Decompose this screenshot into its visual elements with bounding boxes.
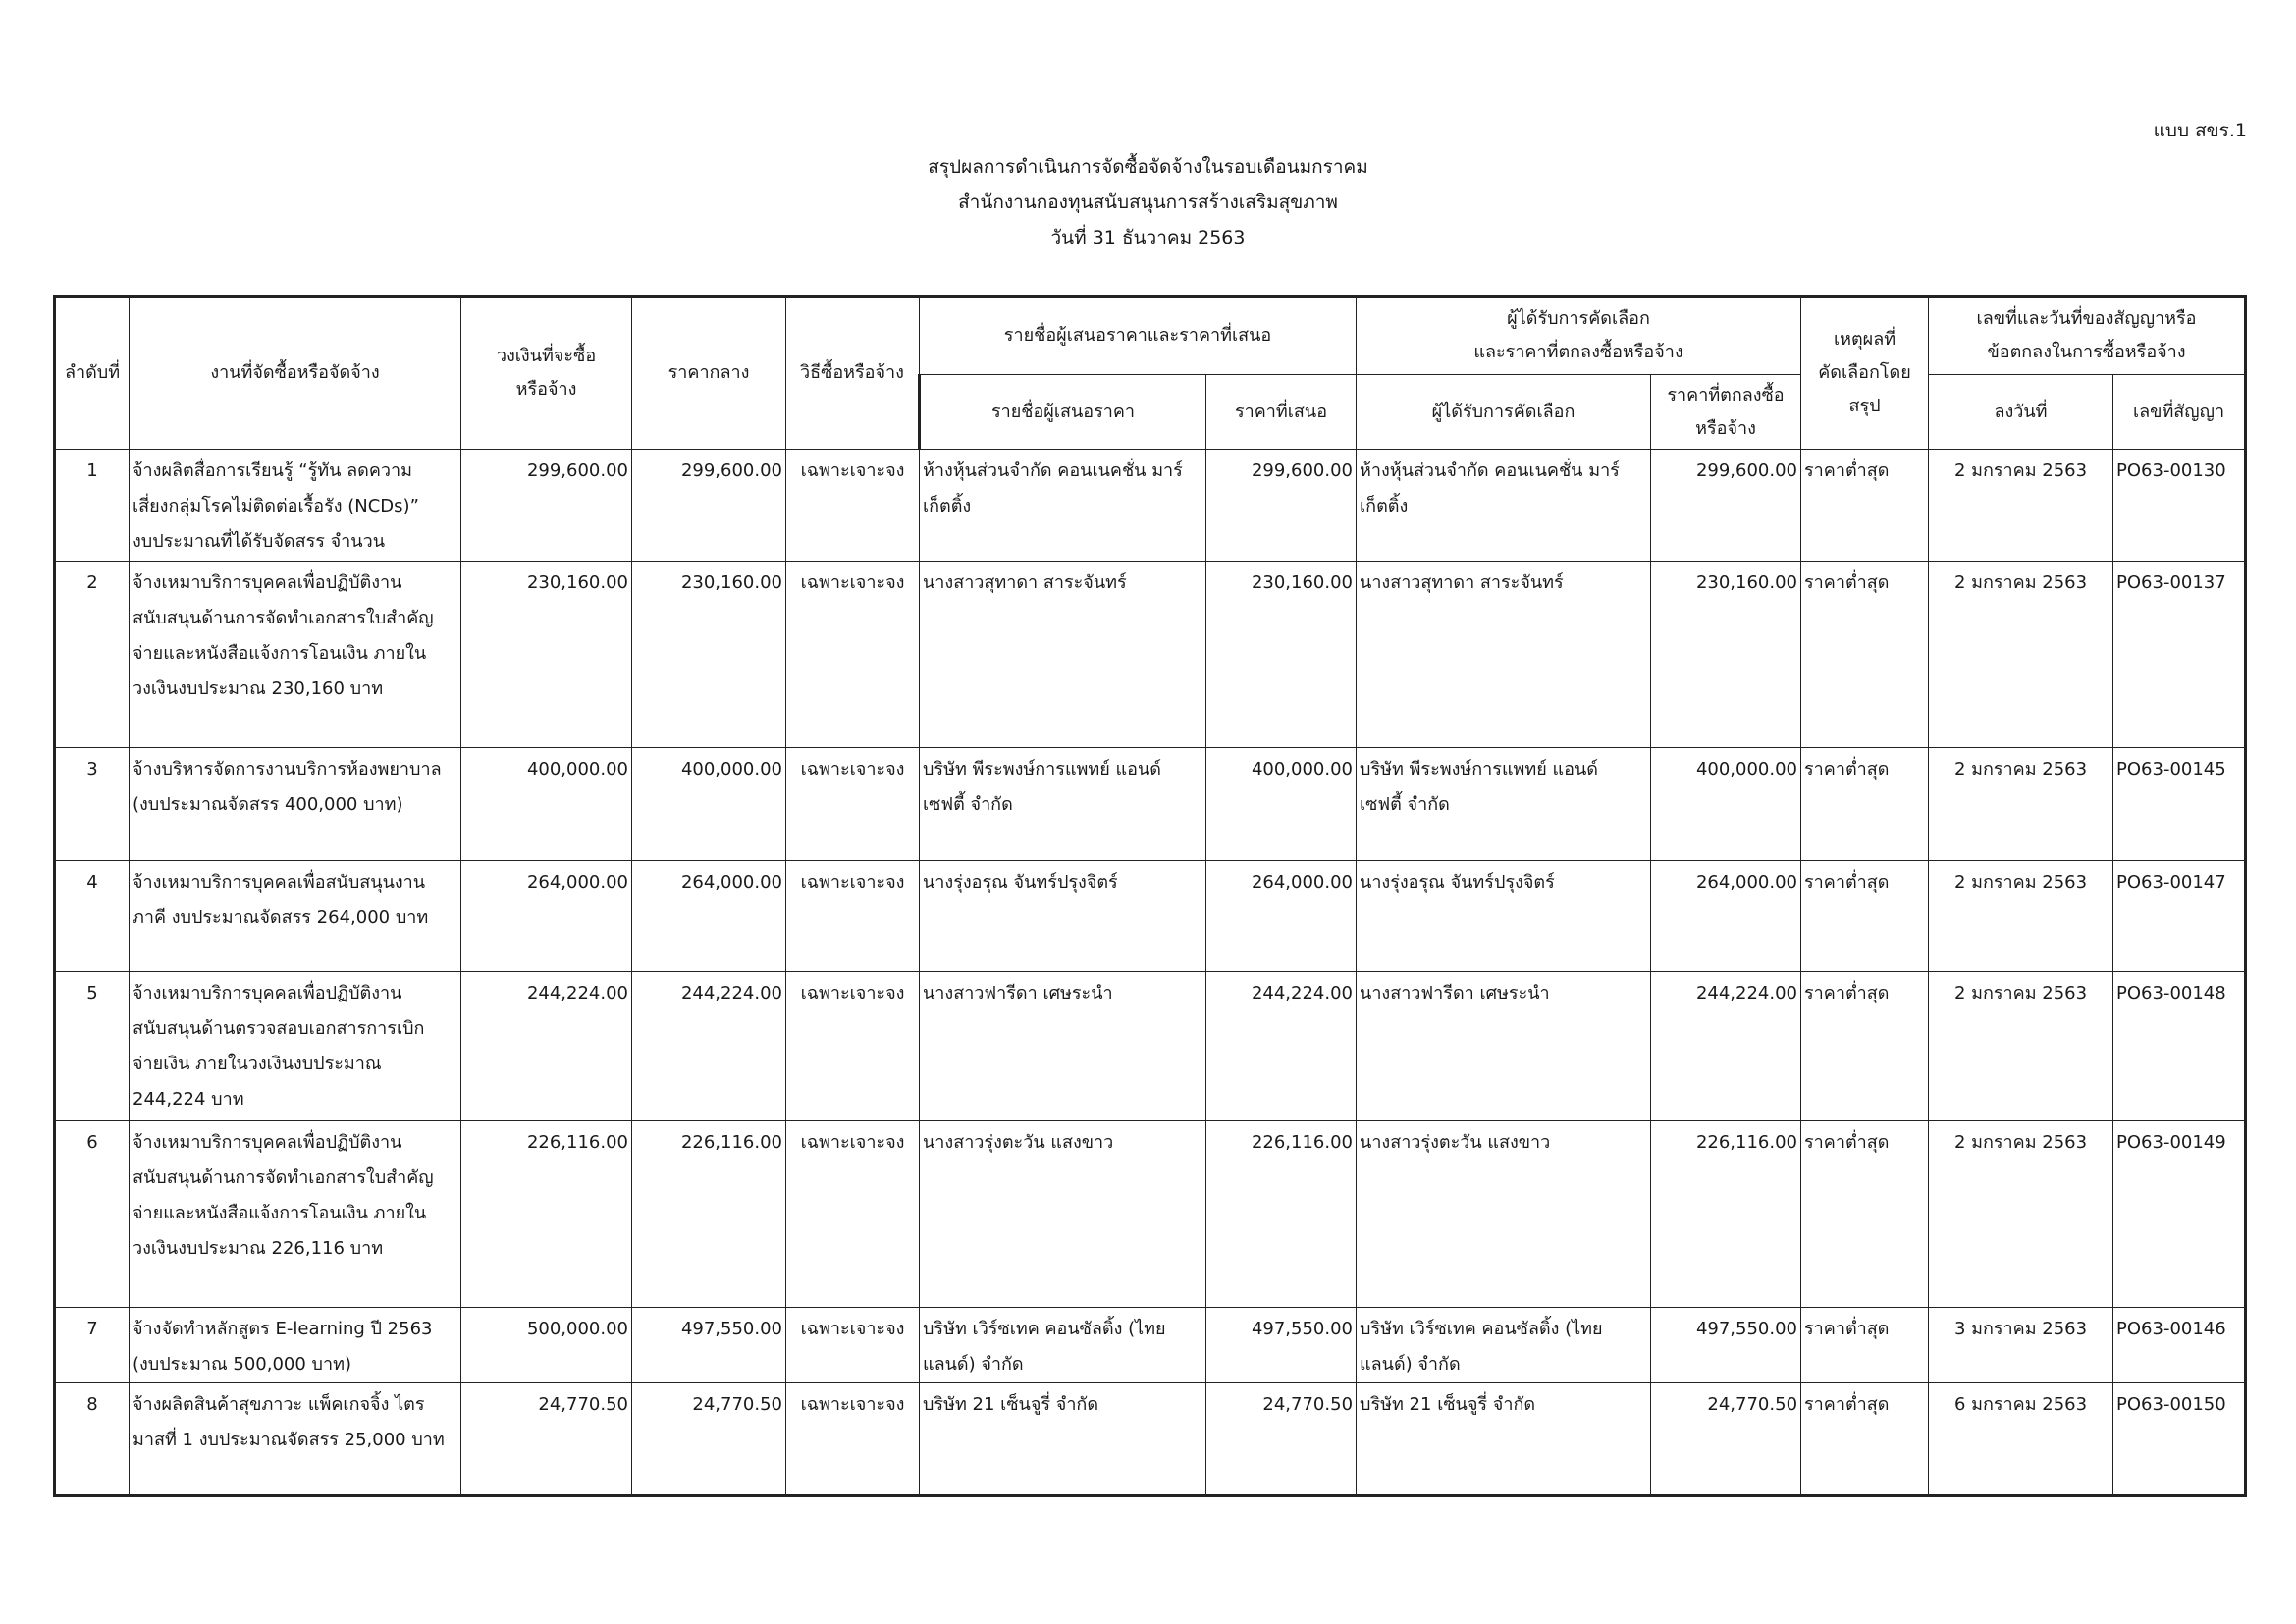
row-no: 8 [55, 1383, 130, 1496]
contract-number: PO63-00145 [2113, 748, 2246, 861]
bidder-name-line: บริษัท เวิร์ซเทค คอนซัลติ้ง (ไทย [923, 1319, 1166, 1339]
bidder-name [920, 748, 1206, 861]
median-price: 299,600.00 [632, 450, 786, 562]
bidder-name [920, 450, 1206, 562]
bid-price: 264,000.00 [1206, 861, 1357, 972]
header-reason [1801, 297, 1929, 450]
median-price: 230,160.00 [632, 562, 786, 748]
header-contract-no: เลขที่สัญญา [2113, 375, 2246, 450]
header-no: ลำดับที่ [55, 297, 130, 450]
median-price: 226,116.00 [632, 1121, 786, 1308]
header-method: วิธีซื้อหรือจ้าง [786, 297, 920, 450]
contract-date: 2 มกราคม 2563 [1929, 450, 2113, 562]
selected-name [1357, 1121, 1651, 1308]
work-description [130, 1383, 461, 1496]
work-description [130, 450, 461, 562]
bidder-name-line: เก็ตติ้ง [923, 496, 972, 516]
selected-name-line: ห้างหุ้นส่วนจำกัด คอนเนคชั่น มาร์ [1360, 460, 1620, 481]
work-description-line: จ้างเหมาบริการบุคคลเพื่อปฏิบัติงาน [133, 983, 402, 1003]
selected-name-line: แลนด์) จำกัด [1360, 1354, 1461, 1375]
header-contract-group-line-1: เลขที่และวันที่ของสัญญาหรือ [1976, 308, 2197, 329]
selected-name [1357, 562, 1651, 748]
work-description-line: 244,224 บาท [133, 1089, 244, 1110]
work-description-line: สนับสนุนด้านการจัดทำเอกสารใบสำคัญ [133, 608, 434, 628]
header-contract-date: ลงวันที่ [1929, 375, 2113, 450]
selection-reason: ราคาต่ำสุด [1801, 861, 1929, 972]
header-median-price: ราคากลาง [632, 297, 786, 450]
row-no: 7 [55, 1308, 130, 1383]
contract-number: PO63-00146 [2113, 1308, 2246, 1383]
selected-name [1357, 861, 1651, 972]
procurement-method: เฉพาะเจาะจง [786, 748, 920, 861]
selected-name-line: บริษัท พีระพงษ์การแพทย์ แอนด์ [1360, 759, 1598, 780]
title-line-2: สำนักงานกองทุนสนับสนุนการสร้างเสริมสุขภาพ [958, 191, 1338, 213]
budget-amount: 226,116.00 [461, 1121, 632, 1308]
budget-amount: 400,000.00 [461, 748, 632, 861]
header-agreed-price [1651, 375, 1801, 450]
budget-amount: 299,600.00 [461, 450, 632, 562]
contract-date: 2 มกราคม 2563 [1929, 1121, 2113, 1308]
header-selected-group [1357, 297, 1801, 375]
selection-reason: ราคาต่ำสุด [1801, 450, 1929, 562]
contract-date: 2 มกราคม 2563 [1929, 562, 2113, 748]
work-description-line: จ่ายและหนังสือแจ้งการโอนเงิน ภายใน [133, 1203, 427, 1223]
bidder-name-line: บริษัท 21 เซ็นจูรี่ จำกัด [923, 1394, 1099, 1415]
agreed-price: 497,550.00 [1651, 1308, 1801, 1383]
header-bid-price: ราคาที่เสนอ [1206, 375, 1357, 450]
selection-reason: ราคาต่ำสุด [1801, 1383, 1929, 1496]
work-description-line: เสี่ยงกลุ่มโรคไม่ติดต่อเรื้อรัง (NCDs)” [133, 496, 419, 516]
procurement-method: เฉพาะเจาะจง [786, 1308, 920, 1383]
bidder-name [920, 1383, 1206, 1496]
selected-name [1357, 1383, 1651, 1496]
selection-reason: ราคาต่ำสุด [1801, 562, 1929, 748]
row-no: 2 [55, 562, 130, 748]
budget-amount: 500,000.00 [461, 1308, 632, 1383]
work-description-line: วงเงินงบประมาณ 226,116 บาท [133, 1238, 384, 1259]
work-description-line: งบประมาณที่ได้รับจัดสรร จำนวน [133, 531, 386, 552]
table-row [55, 861, 2246, 972]
budget-amount: 230,160.00 [461, 562, 632, 748]
bidder-name-line: นางสาวสุทาดา สาระจันทร์ [923, 572, 1127, 593]
title-line-3: วันที่ 31 ธันวาคม 2563 [1050, 227, 1246, 248]
table-row [55, 1121, 2246, 1308]
median-price: 24,770.50 [632, 1383, 786, 1496]
selection-reason: ราคาต่ำสุด [1801, 972, 1929, 1121]
table-body [55, 450, 2246, 1496]
median-price: 400,000.00 [632, 748, 786, 861]
table-row [55, 450, 2246, 562]
selection-reason: ราคาต่ำสุด [1801, 748, 1929, 861]
contract-date: 2 มกราคม 2563 [1929, 861, 2113, 972]
agreed-price: 264,000.00 [1651, 861, 1801, 972]
budget-amount: 264,000.00 [461, 861, 632, 972]
contract-date: 6 มกราคม 2563 [1929, 1383, 2113, 1496]
row-no: 3 [55, 748, 130, 861]
work-description-line: วงเงินงบประมาณ 230,160 บาท [133, 678, 384, 699]
bidder-name-line: นางสาวฟารีดา เศษระนำ [923, 983, 1113, 1003]
header-budget-line-1: วงเงินที่จะซื้อ [496, 346, 597, 366]
bid-price: 24,770.50 [1206, 1383, 1357, 1496]
work-description-line: จ้างบริหารจัดการงานบริการห้องพยาบาล [133, 759, 442, 780]
bidder-name-line: เซฟตี้ จำกัด [923, 794, 1013, 815]
contract-number: PO63-00137 [2113, 562, 2246, 748]
contract-date: 2 มกราคม 2563 [1929, 972, 2113, 1121]
procurement-method: เฉพาะเจาะจง [786, 1121, 920, 1308]
work-description-line: จ้างเหมาบริการบุคคลเพื่อปฏิบัติงาน [133, 1132, 402, 1153]
header-work: งานที่จัดซื้อหรือจัดจ้าง [130, 297, 461, 450]
selected-name-line: บริษัท เวิร์ซเทค คอนซัลติ้ง (ไทย [1360, 1319, 1603, 1339]
header-selected-name: ผู้ได้รับการคัดเลือก [1357, 375, 1651, 450]
agreed-price: 400,000.00 [1651, 748, 1801, 861]
bidder-name [920, 562, 1206, 748]
bid-price: 299,600.00 [1206, 450, 1357, 562]
table-row [55, 972, 2246, 1121]
header-contract-group-line-2: ข้อตกลงในการซื้อหรือจ้าง [1987, 342, 2186, 362]
work-description-line: (งบประมาณ 500,000 บาท) [133, 1354, 351, 1375]
median-price: 497,550.00 [632, 1308, 786, 1383]
form-code: แบบ สขร.1 [2153, 120, 2247, 141]
contract-number: PO63-00130 [2113, 450, 2246, 562]
contract-number: PO63-00150 [2113, 1383, 2246, 1496]
selected-name [1357, 450, 1651, 562]
budget-amount: 244,224.00 [461, 972, 632, 1121]
row-no: 5 [55, 972, 130, 1121]
agreed-price: 244,224.00 [1651, 972, 1801, 1121]
work-description-line: สนับสนุนด้านตรวจสอบเอกสารการเบิก [133, 1018, 425, 1039]
procurement-method: เฉพาะเจาะจง [786, 562, 920, 748]
bidder-name-line: บริษัท พีระพงษ์การแพทย์ แอนด์ [923, 759, 1161, 780]
selected-name [1357, 1308, 1651, 1383]
selected-name-line: เก็ตติ้ง [1360, 496, 1409, 516]
title-line-1: สรุปผลการดำเนินการจัดซื้อจัดจ้างในรอบเดือนมกราคม [928, 156, 1368, 178]
selected-name-line: บริษัท 21 เซ็นจูรี่ จำกัด [1360, 1394, 1536, 1415]
row-no: 6 [55, 1121, 130, 1308]
document-title [0, 149, 2296, 255]
work-description [130, 1121, 461, 1308]
agreed-price: 230,160.00 [1651, 562, 1801, 748]
row-no: 1 [55, 450, 130, 562]
work-description-line: (งบประมาณจัดสรร 400,000 บาท) [133, 794, 403, 815]
selected-name-line: นางสาวฟารีดา เศษระนำ [1360, 983, 1550, 1003]
bidder-name [920, 861, 1206, 972]
table-row [55, 1308, 2246, 1383]
bidder-name [920, 1308, 1206, 1383]
header-budget [461, 297, 632, 450]
bidder-name-line: แลนด์) จำกัด [923, 1354, 1024, 1375]
work-description [130, 748, 461, 861]
procurement-table [53, 295, 2247, 1497]
header-selected-group-line-2: และราคาที่ตกลงซื้อหรือจ้าง [1473, 342, 1683, 362]
work-description-line: จ้างผลิตสื่อการเรียนรู้ “รู้ทัน ลดความ [133, 460, 412, 481]
selection-reason: ราคาต่ำสุด [1801, 1121, 1929, 1308]
header-agreed-price-line-1: ราคาที่ตกลงซื้อ [1667, 384, 1785, 406]
work-description [130, 562, 461, 748]
procurement-method: เฉพาะเจาะจง [786, 1383, 920, 1496]
selected-name-line: เซฟตี้ จำกัด [1360, 794, 1450, 815]
contract-date: 2 มกราคม 2563 [1929, 748, 2113, 861]
bidder-name [920, 1121, 1206, 1308]
median-price: 244,224.00 [632, 972, 786, 1121]
selected-name [1357, 748, 1651, 861]
work-description-line: จ้างเหมาบริการบุคคลเพื่อสนับสนุนงาน [133, 872, 426, 893]
header-bidder-name: รายชื่อผู้เสนอราคา [920, 375, 1206, 450]
work-description [130, 1308, 461, 1383]
bidder-name-line: ห้างหุ้นส่วนจำกัด คอนเนคชั่น มาร์ [923, 460, 1183, 481]
work-description-line: จ้างจัดทำหลักสูตร E-learning ปี 2563 [133, 1319, 433, 1339]
work-description [130, 972, 461, 1121]
selected-name-line: นางรุ่งอรุณ จันทร์ปรุงจิตร์ [1360, 872, 1555, 893]
header-reason-line-2: คัดเลือกโดย [1818, 362, 1911, 383]
contract-number: PO63-00147 [2113, 861, 2246, 972]
median-price: 264,000.00 [632, 861, 786, 972]
work-description-line: จ้างเหมาบริการบุคคลเพื่อปฏิบัติงาน [133, 572, 402, 593]
work-description-line: จ้างผลิตสินค้าสุขภาวะ แพ็คเกจจิ้ง ไตร [133, 1394, 425, 1415]
bid-price: 244,224.00 [1206, 972, 1357, 1121]
bidder-name-line: นางสาวรุ่งตะวัน แสงขาว [923, 1132, 1114, 1153]
bid-price: 226,116.00 [1206, 1121, 1357, 1308]
procurement-method: เฉพาะเจาะจง [786, 861, 920, 972]
selected-name [1357, 972, 1651, 1121]
contract-number: PO63-00149 [2113, 1121, 2246, 1308]
header-contract-group [1929, 297, 2246, 375]
contract-number: PO63-00148 [2113, 972, 2246, 1121]
header-reason-line-3: สรุป [1848, 396, 1881, 416]
table-row [55, 748, 2246, 861]
budget-amount: 24,770.50 [461, 1383, 632, 1496]
bidder-name [920, 972, 1206, 1121]
table-row [55, 1383, 2246, 1496]
procurement-method: เฉพาะเจาะจง [786, 450, 920, 562]
work-description-line: จ่ายและหนังสือแจ้งการโอนเงิน ภายใน [133, 643, 427, 664]
bid-price: 497,550.00 [1206, 1308, 1357, 1383]
work-description-line: จ่ายเงิน ภายในวงเงินงบประมาณ [133, 1054, 382, 1074]
contract-date: 3 มกราคม 2563 [1929, 1308, 2113, 1383]
table-row [55, 562, 2246, 748]
agreed-price: 24,770.50 [1651, 1383, 1801, 1496]
bid-price: 230,160.00 [1206, 562, 1357, 748]
work-description [130, 861, 461, 972]
header-budget-line-2: หรือจ้าง [515, 379, 577, 400]
row-no: 4 [55, 861, 130, 972]
agreed-price: 299,600.00 [1651, 450, 1801, 562]
bidder-name-line: นางรุ่งอรุณ จันทร์ปรุงจิตร์ [923, 872, 1118, 893]
header-bidders-group: รายชื่อผู้เสนอราคาและราคาที่เสนอ [920, 297, 1357, 375]
header-reason-line-1: เหตุผลที่ [1833, 329, 1896, 350]
work-description-line: สนับสนุนด้านการจัดทำเอกสารใบสำคัญ [133, 1167, 434, 1188]
selection-reason: ราคาต่ำสุด [1801, 1308, 1929, 1383]
header-agreed-price-line-2: หรือจ้าง [1695, 417, 1756, 439]
bid-price: 400,000.00 [1206, 748, 1357, 861]
selected-name-line: นางสาวรุ่งตะวัน แสงขาว [1360, 1132, 1551, 1153]
header-selected-group-line-1: ผู้ได้รับการคัดเลือก [1507, 308, 1650, 329]
procurement-method: เฉพาะเจาะจง [786, 972, 920, 1121]
selected-name-line: นางสาวสุทาดา สาระจันทร์ [1360, 572, 1564, 593]
agreed-price: 226,116.00 [1651, 1121, 1801, 1308]
work-description-line: มาสที่ 1 งบประมาณจัดสรร 25,000 บาท [133, 1430, 445, 1450]
work-description-line: ภาคี งบประมาณจัดสรร 264,000 บาท [133, 907, 429, 928]
